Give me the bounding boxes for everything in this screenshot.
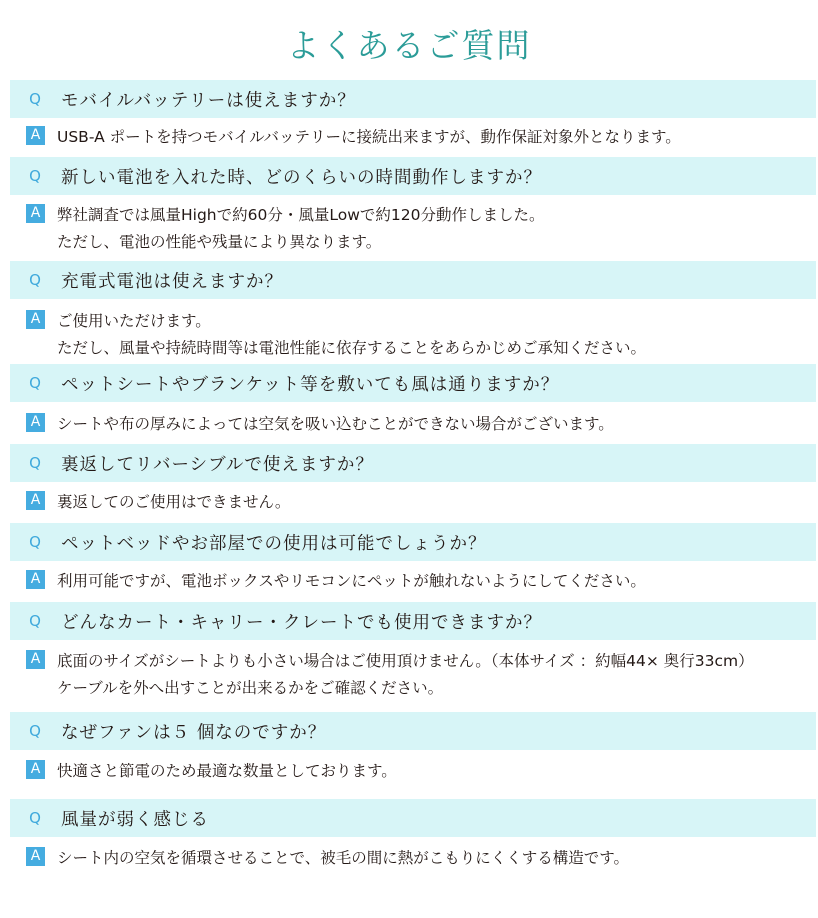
question-badge: Q [29, 90, 41, 108]
faq-question-5 [10, 444, 816, 482]
question-badge: Q [29, 809, 41, 827]
answer-badge: A [26, 126, 45, 145]
answer-badge: A [26, 491, 45, 510]
answer-line: シートや布の厚みによっては空気を吸い込むことができない場合がございます。 [57, 415, 614, 433]
question-text: ペットシートやブランケット等を敷いても風は通りますか？ [61, 374, 560, 395]
question-text: 充電式電池は使えますか？ [61, 271, 283, 292]
question-badge: Q [29, 612, 41, 630]
answer-badge: A [26, 204, 45, 223]
faq-question-4 [10, 364, 816, 402]
answer-badge: A [26, 847, 45, 866]
question-badge: Q [29, 374, 41, 392]
answer-badge: A [26, 310, 45, 329]
faq-question-6 [10, 523, 816, 561]
question-badge: Q [29, 722, 41, 740]
question-text: なぜファンは５ 個なのですか？ [61, 722, 327, 743]
faq-question-3 [10, 261, 816, 299]
question-badge: Q [29, 271, 41, 289]
faq-question-7 [10, 602, 816, 640]
page-title: よくあるご質問 [286, 26, 532, 65]
answer-badge: A [26, 650, 45, 669]
faq-question-2 [10, 157, 816, 195]
answer-line: シート内の空気を循環させることで、被毛の間に熱がこもりにくくする構造です。 [57, 849, 629, 867]
answer-line: 裏返してのご使用はできません。 [57, 493, 291, 511]
answer-line: 利用可能ですが、電池ボックスやリモコンにペットが触れないようにしてください。 [57, 572, 646, 590]
question-badge: Q [29, 533, 41, 551]
answer-line: ご使用いただけます。 [57, 312, 211, 330]
answer-line: 快適さと節電のため最適な数量としております。 [57, 762, 397, 780]
question-text: 新しい電池を入れた時、どのくらいの時間動作しますか？ [61, 167, 542, 188]
faq-question-8 [10, 712, 816, 750]
question-text: ペットベッドやお部屋での使用は可能でしょうか？ [61, 533, 487, 554]
answer-line: 底面のサイズがシートよりも小さい場合はご使用頂けません。（本体サイズ ：約幅44× 奥行33cm） [57, 652, 754, 670]
answer-badge: A [26, 760, 45, 779]
question-text: どんなカート・キャリー・クレートでも使用できますか？ [61, 612, 542, 633]
question-text: 風量が弱く感じる [61, 809, 209, 830]
answer-badge: A [26, 413, 45, 432]
answer-line: ただし、風量や持続時間等は電池性能に依存することをあらかじめご承知ください。 [57, 339, 647, 357]
question-text: 裏返してリバーシブルで使えますか？ [61, 454, 374, 475]
answer-line: USB-A ポートを持つモバイルバッテリーに接続出来ますが、動作保証対象外となります。 [57, 128, 681, 146]
question-text: モバイルバッテリーは使えますか？ [61, 90, 356, 111]
faq-question-1 [10, 80, 816, 118]
answer-line: ケーブルを外へ出すことが出来るかをご確認ください。 [57, 679, 444, 697]
faq-question-9 [10, 799, 816, 837]
answer-line: 弊社調査では風量Highで約60分・風量Lowで約120分動作しました。 [57, 206, 545, 224]
answer-badge: A [26, 570, 45, 589]
question-badge: Q [29, 454, 41, 472]
question-badge: Q [29, 167, 41, 185]
answer-line: ただし、電池の性能や残量により異なります。 [57, 233, 382, 251]
